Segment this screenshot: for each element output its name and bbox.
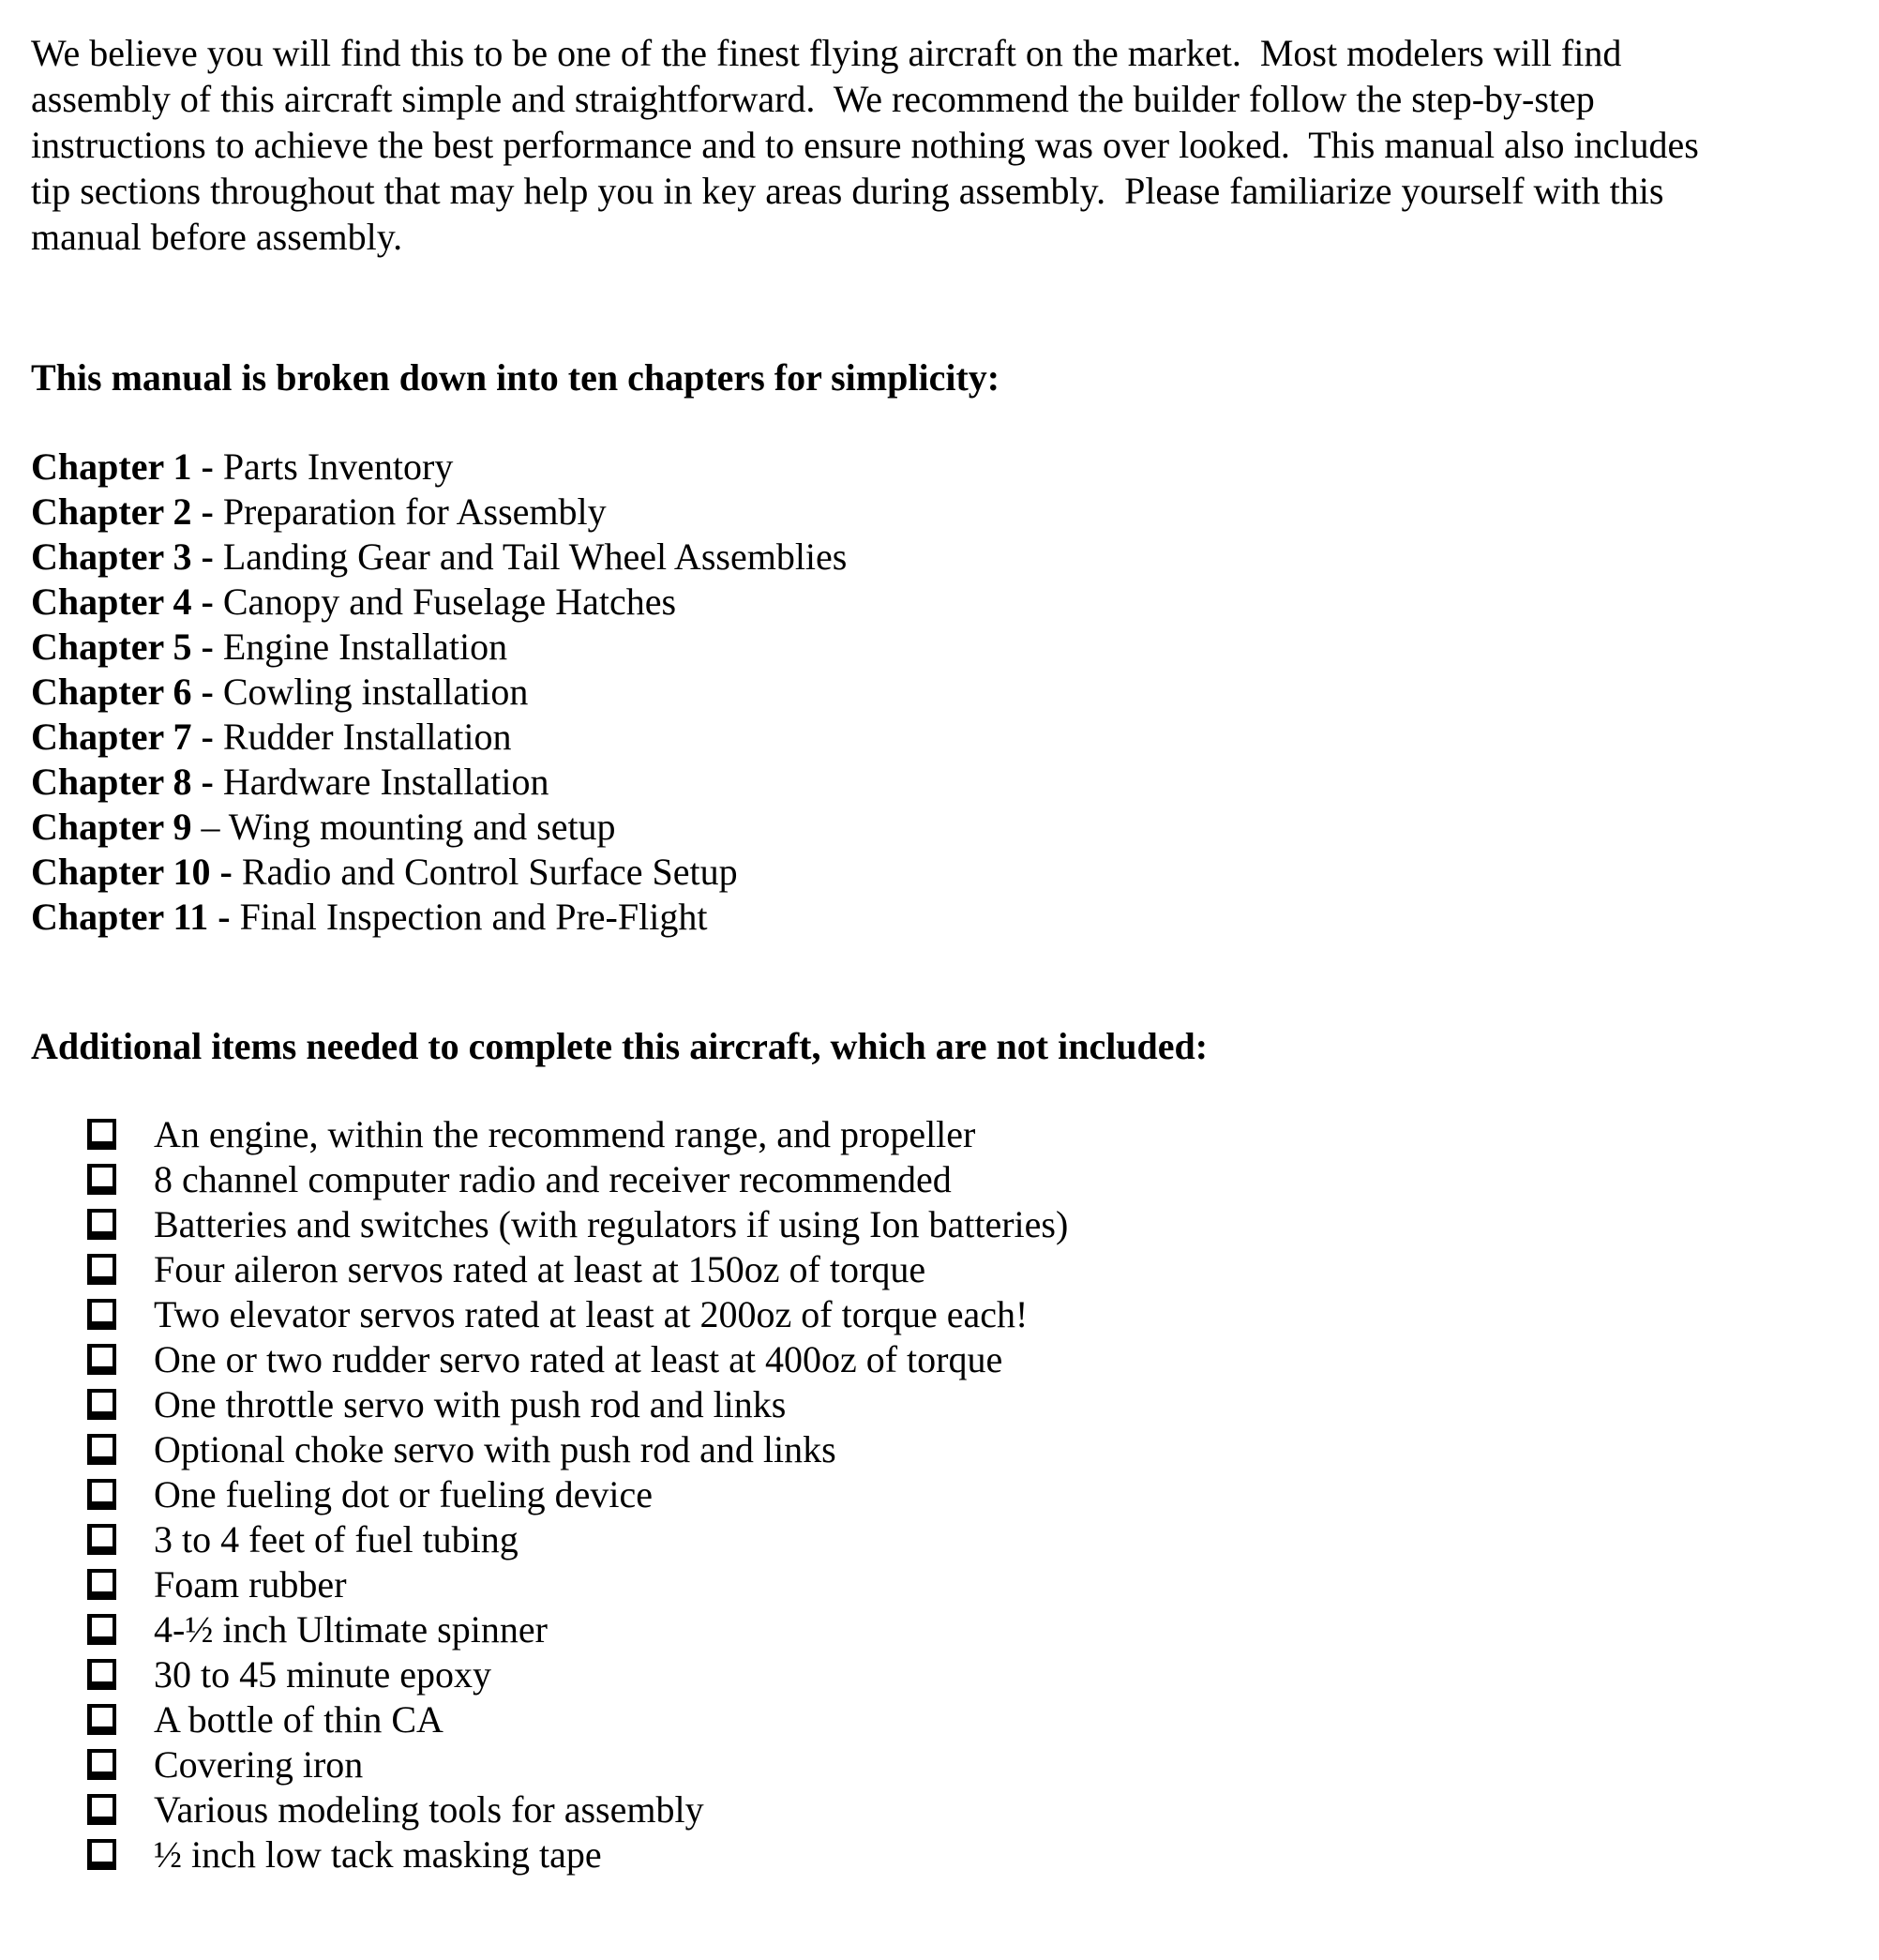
checklist-item	[87, 1472, 1860, 1517]
checkbox-bullet-icon	[87, 1344, 116, 1375]
checklist-item	[87, 1292, 1860, 1337]
intro-line: We believe you will find this to be one of the finest flying aircraft on the market. Most modelers will find	[31, 32, 1622, 74]
item-text: Optional choke servo with push rod and links	[154, 1428, 836, 1470]
item-text: Covering iron	[154, 1743, 364, 1786]
item-text: An engine, within the recommend range, and propeller	[154, 1113, 976, 1155]
chapter-title: Parts Inventory	[222, 445, 454, 488]
checklist-item	[87, 1607, 1860, 1652]
chapter-title: Landing Gear and Tail Wheel Assemblies	[222, 535, 848, 578]
checkbox-bullet-icon	[87, 1614, 116, 1645]
chapter-title: Cowling installation	[222, 671, 529, 713]
chapter-title: Final Inspection and Pre-Flight	[239, 896, 708, 938]
chapter-row	[31, 760, 1860, 805]
chapter-row	[31, 850, 1860, 895]
chapter-row	[31, 535, 1860, 580]
checklist-item	[87, 1382, 1860, 1427]
checkbox-bullet-icon	[87, 1749, 116, 1780]
chapter-title: Engine Installation	[222, 626, 508, 668]
chapter-row	[31, 715, 1860, 760]
checklist-item	[87, 1517, 1860, 1562]
chapters-heading: This manual is broken down into ten chapters for simplicity:	[31, 356, 1000, 399]
checkbox-bullet-icon	[87, 1794, 116, 1825]
checkbox-bullet-icon	[87, 1659, 116, 1690]
chapter-label: Chapter 1 -	[31, 445, 223, 488]
checkbox-bullet-icon	[87, 1839, 116, 1870]
item-text: Batteries and switches (with regulators if using Ion batteries)	[154, 1203, 1069, 1245]
checklist-item	[87, 1787, 1860, 1832]
chapter-row	[31, 490, 1860, 535]
item-text: 30 to 45 minute epoxy	[154, 1653, 491, 1696]
checkbox-bullet-icon	[87, 1389, 116, 1420]
intro-line: tip sections throughout that may help you in key areas during assembly. Please familiarize yourself with this	[31, 170, 1664, 212]
items-heading: Additional items needed to complete this aircraft, which are not included:	[31, 1025, 1209, 1067]
checklist-item	[87, 1832, 1860, 1877]
chapter-row	[31, 625, 1860, 670]
chapter-row	[31, 805, 1860, 850]
checkbox-bullet-icon	[87, 1299, 116, 1330]
checkbox-bullet-icon	[87, 1569, 116, 1600]
item-text: One fueling dot or fueling device	[154, 1473, 654, 1515]
chapter-title: Rudder Installation	[222, 716, 512, 758]
chapter-row	[31, 895, 1860, 940]
chapter-label: Chapter 8 -	[31, 761, 223, 803]
chapter-label: Chapter 3 -	[31, 535, 223, 578]
item-text: Foam rubber	[154, 1563, 347, 1606]
checkbox-bullet-icon	[87, 1524, 116, 1555]
chapter-label: Chapter 10 -	[31, 851, 242, 893]
item-text: Various modeling tools for assembly	[154, 1788, 704, 1831]
chapter-row	[31, 580, 1860, 625]
chapter-title: – Wing mounting and setup	[201, 806, 616, 848]
checkbox-bullet-icon	[87, 1209, 116, 1240]
checkbox-bullet-icon	[87, 1119, 116, 1150]
chapter-label: Chapter 4 -	[31, 580, 223, 623]
checklist-item	[87, 1247, 1860, 1292]
checkbox-bullet-icon	[87, 1254, 116, 1285]
item-text: 8 channel computer radio and receiver recommended	[154, 1158, 952, 1200]
chapter-title: Canopy and Fuselage Hatches	[222, 580, 677, 623]
chapter-title: Preparation for Assembly	[222, 490, 607, 533]
checklist-item	[87, 1697, 1860, 1742]
chapter-row	[31, 445, 1860, 490]
checklist-item	[87, 1652, 1860, 1697]
chapter-list	[31, 445, 1860, 940]
item-text: A bottle of thin CA	[154, 1698, 443, 1741]
checklist-item	[87, 1742, 1860, 1787]
chapter-label: Chapter 11 -	[31, 896, 240, 938]
item-text: Four aileron servos rated at least at 150oz of torque	[154, 1248, 926, 1290]
checklist-item	[87, 1202, 1860, 1247]
item-text: 3 to 4 feet of fuel tubing	[154, 1518, 519, 1560]
intro-paragraph	[31, 30, 1860, 260]
checklist-item	[87, 1112, 1860, 1157]
chapter-label: Chapter 2 -	[31, 490, 223, 533]
chapter-row	[31, 670, 1860, 715]
item-text: One throttle servo with push rod and links	[154, 1383, 787, 1425]
intro-line: instructions to achieve the best performance and to ensure nothing was over looked. This manual also includes	[31, 124, 1699, 166]
chapter-title: Radio and Control Surface Setup	[241, 851, 738, 893]
chapter-label: Chapter 9	[31, 806, 202, 848]
intro-line: assembly of this aircraft simple and straightforward. We recommend the builder follow the step-by-step	[31, 78, 1595, 120]
intro-line: manual before assembly.	[31, 216, 403, 258]
item-text: 4-½ inch Ultimate spinner	[154, 1608, 548, 1651]
checkbox-bullet-icon	[87, 1479, 116, 1510]
chapter-label: Chapter 7 -	[31, 716, 223, 758]
additional-items-list	[31, 1112, 1860, 1877]
checkbox-bullet-icon	[87, 1704, 116, 1735]
checkbox-bullet-icon	[87, 1164, 116, 1195]
chapter-label: Chapter 5 -	[31, 626, 223, 668]
checklist-item	[87, 1337, 1860, 1382]
checklist-item	[87, 1157, 1860, 1202]
chapter-label: Chapter 6 -	[31, 671, 223, 713]
item-text: One or two rudder servo rated at least at 400oz of torque	[154, 1338, 1003, 1380]
item-text: ½ inch low tack masking tape	[154, 1833, 602, 1876]
checklist-item	[87, 1562, 1860, 1607]
checkbox-bullet-icon	[87, 1434, 116, 1465]
item-text: Two elevator servos rated at least at 200oz of torque each!	[154, 1293, 1029, 1335]
checklist-item	[87, 1427, 1860, 1472]
chapter-title: Hardware Installation	[222, 761, 549, 803]
